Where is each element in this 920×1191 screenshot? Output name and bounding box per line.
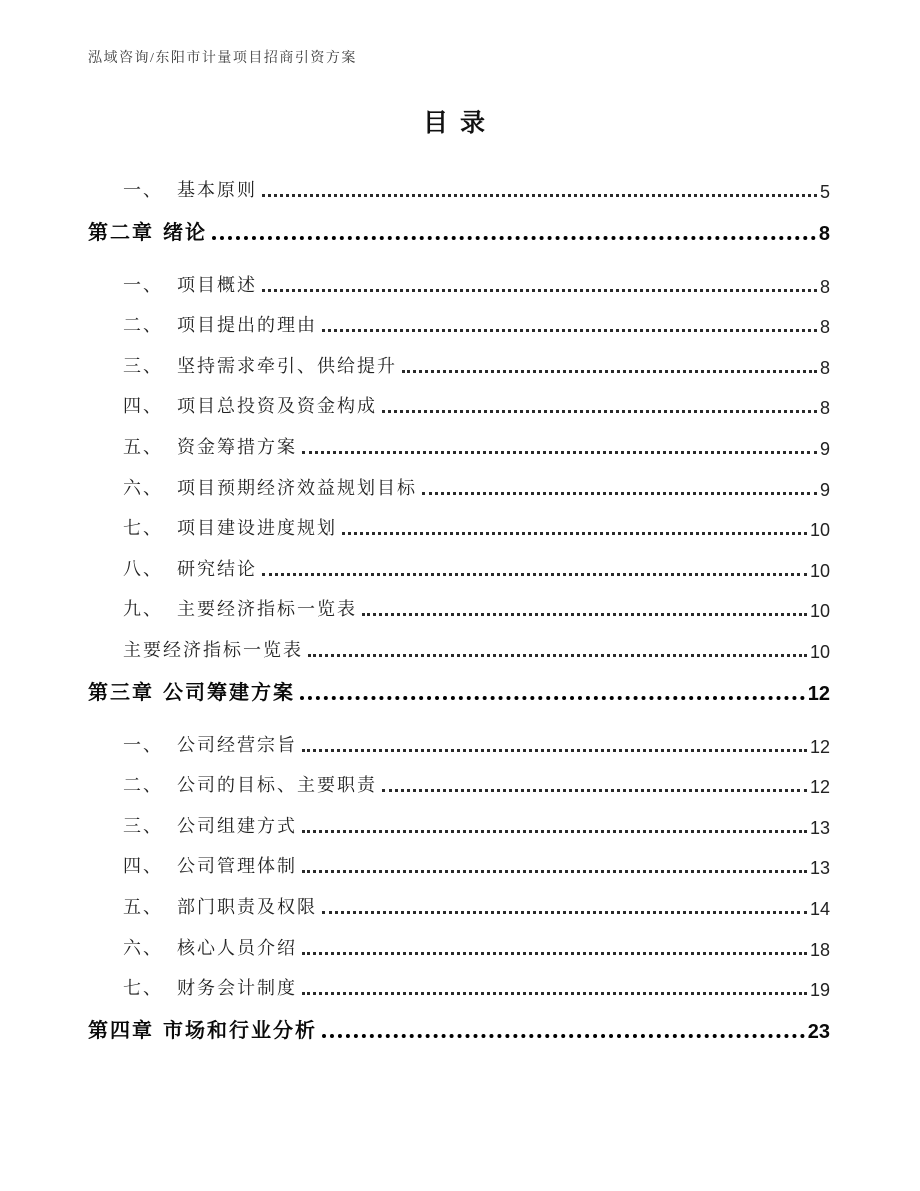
page-number: 10 — [809, 601, 830, 622]
toc-chapter-number: 第四章 — [88, 1019, 154, 1042]
toc-entry-label: 基本原则 — [177, 180, 257, 200]
page-number: 8 — [818, 222, 830, 245]
toc-entry-number: 六、 — [123, 937, 163, 958]
toc-entry-number: 四、 — [123, 396, 163, 417]
page-number: 12 — [809, 777, 830, 798]
toc-entry-label: 项目提出的理由 — [177, 315, 317, 336]
toc-entry-label: 核心人员介绍 — [177, 937, 297, 958]
toc-entry-number: 一、 — [123, 180, 163, 200]
dot-leader — [262, 573, 807, 576]
toc-row[interactable] — [88, 595, 830, 621]
toc-row[interactable] — [88, 474, 830, 500]
toc-entry-label: 公司管理体制 — [177, 856, 297, 877]
page-number: 9 — [819, 479, 830, 500]
dot-leader — [302, 992, 807, 995]
toc-row[interactable] — [88, 893, 830, 919]
toc-entry-label: 主要经济指标一览表 — [123, 639, 303, 660]
page-number: 8 — [819, 398, 830, 419]
page-number: 5 — [819, 182, 830, 202]
toc-chapter-number: 第三章 — [88, 681, 154, 704]
page-number: 9 — [819, 438, 830, 459]
dot-leader — [382, 789, 807, 792]
toc-list — [88, 176, 830, 1069]
toc-row[interactable] — [88, 555, 830, 581]
toc-title: 目录 — [422, 110, 497, 137]
dot-leader — [308, 654, 807, 657]
page-number: 13 — [809, 858, 830, 879]
toc-row[interactable] — [88, 392, 830, 418]
toc-entry-label: 坚持需求牵引、供给提升 — [177, 355, 397, 376]
page-number: 8 — [819, 357, 830, 378]
toc-entry-label: 项目建设进度规划 — [177, 518, 337, 539]
toc-entry-label: 项目预期经济效益规划目标 — [177, 477, 417, 498]
toc-row[interactable] — [88, 934, 830, 960]
toc-row[interactable] — [88, 433, 830, 459]
toc-row[interactable] — [88, 514, 830, 540]
document-header-text: 泓域咨询/东阳市计量项目招商引资方案 — [88, 51, 357, 66]
toc-entry-label: 项目总投资及资金构成 — [177, 396, 377, 417]
toc-row[interactable] — [88, 852, 830, 878]
toc-chapter-label: 市场和行业分析 — [163, 1019, 317, 1042]
page-number: 19 — [809, 980, 830, 1001]
toc-row[interactable] — [88, 812, 830, 838]
toc-chapter-number: 第二章 — [88, 221, 154, 244]
dot-leader — [422, 492, 817, 495]
toc-row[interactable] — [88, 1015, 830, 1043]
dot-leader — [302, 830, 807, 833]
dot-leader — [300, 696, 805, 700]
toc-entry-label: 主要经济指标一览表 — [177, 599, 357, 620]
toc-entry-label: 资金筹措方案 — [177, 436, 297, 457]
page-number: 10 — [809, 560, 830, 581]
page-number: 13 — [809, 817, 830, 838]
toc-row[interactable] — [88, 311, 830, 337]
dot-leader — [402, 370, 817, 373]
toc-row[interactable] — [88, 677, 830, 705]
dot-leader — [302, 451, 817, 454]
toc-entry-label: 财务会计制度 — [177, 978, 297, 999]
toc-row[interactable] — [88, 176, 830, 202]
toc-entry-number: 一、 — [123, 274, 163, 295]
toc-entry-label: 公司组建方式 — [177, 815, 297, 836]
dot-leader — [302, 870, 807, 873]
page-number: 23 — [807, 1020, 830, 1043]
dot-leader — [322, 1034, 805, 1038]
toc-entry-label: 研究结论 — [177, 558, 257, 579]
toc-entry-number: 三、 — [123, 815, 163, 836]
toc-entry-label: 项目概述 — [177, 274, 257, 295]
page-number: 8 — [819, 317, 830, 338]
dot-leader — [342, 532, 807, 535]
toc-chapter-label: 绪论 — [163, 221, 207, 244]
dot-leader — [212, 236, 816, 240]
toc-entry-number: 二、 — [123, 315, 163, 336]
toc-entry-label: 部门职责及权限 — [177, 896, 317, 917]
toc-entry-number: 七、 — [123, 518, 163, 539]
dot-leader — [262, 289, 817, 292]
toc-entry-number: 五、 — [123, 436, 163, 457]
page-number: 10 — [809, 520, 830, 541]
toc-entry-number: 五、 — [123, 896, 163, 917]
page-number: 10 — [809, 641, 830, 662]
toc-entry-number: 三、 — [123, 355, 163, 376]
toc-entry-number: 七、 — [123, 978, 163, 999]
toc-row[interactable] — [88, 974, 830, 1000]
page-number: 18 — [809, 939, 830, 960]
toc-row[interactable] — [88, 352, 830, 378]
dot-leader — [362, 613, 807, 616]
toc-row[interactable] — [88, 271, 830, 297]
toc-chapter-label: 公司筹建方案 — [163, 681, 295, 704]
dot-leader — [302, 952, 807, 955]
toc-entry-number: 四、 — [123, 856, 163, 877]
page-number: 12 — [809, 736, 830, 757]
toc-entry-number: 九、 — [123, 599, 163, 620]
dot-leader — [262, 194, 817, 197]
toc-row[interactable] — [88, 771, 830, 797]
toc-row[interactable] — [88, 636, 830, 662]
dot-leader — [322, 329, 817, 332]
page-number: 14 — [809, 898, 830, 919]
toc-entry-number: 八、 — [123, 558, 163, 579]
toc-row[interactable] — [88, 217, 830, 245]
dot-leader — [322, 911, 807, 914]
toc-entry-number: 二、 — [123, 775, 163, 796]
dot-leader — [382, 410, 817, 413]
dot-leader — [302, 749, 807, 752]
toc-entry-label: 公司的目标、主要职责 — [177, 775, 377, 796]
toc-entry-number: 六、 — [123, 477, 163, 498]
page-number: 8 — [819, 276, 830, 297]
toc-entry-number: 一、 — [123, 734, 163, 755]
page-number: 12 — [807, 682, 830, 705]
toc-entry-label: 公司经营宗旨 — [177, 734, 297, 755]
toc-row[interactable] — [88, 731, 830, 757]
